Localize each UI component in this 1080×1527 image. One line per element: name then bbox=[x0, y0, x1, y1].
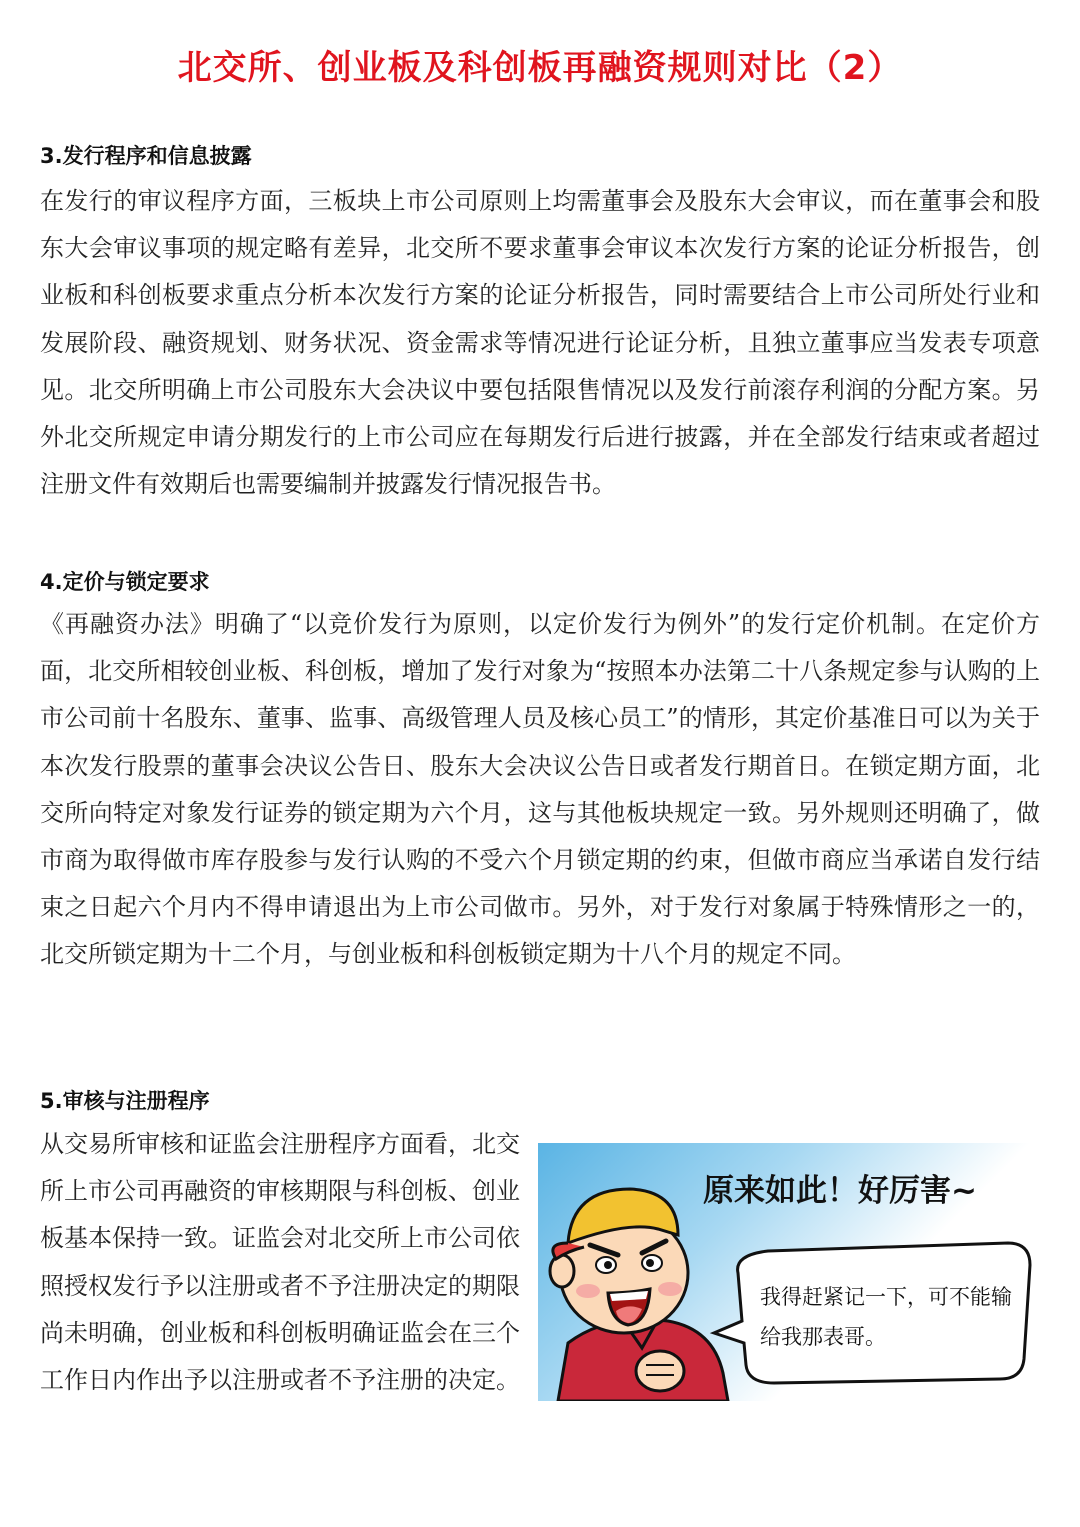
section-5-heading: 5.审核与注册程序 bbox=[40, 1089, 210, 1113]
section-4-text: 《再融资办法》明确了“以竞价发行为原则，以定价发行为例外”的发行定价机制。在定价方面，北交所相较创业板、科创板，增加了发行对象为“按照本办法第二十八条规定参与认购的上市公司前十名股东、董事、监事、高级管理人员及核心员工”的情形，其定价基准日可以为关于本次发行股票的董事会决议公告日、股东大会决议公告日或者发行期首日。在锁定期方面，北交所向特定对象发行证券的锁定期为六个月，这与其他板块规定一致。另外规则还明确了，做市商为取得做市库存股参与发行认购的不受六个月锁定期的约束，但做市商应当承诺自发行结束之日起六个月内不得申请退出为上市公司做市。另外，对于发行对象属于特殊情形之一的，北交所锁定期为十二个月，与创业板和科创板锁定期为十八个月的规定不同。 bbox=[40, 610, 1040, 969]
section-3-text: 在发行的审议程序方面，三板块上市公司原则上均需董事会及股东大会审议，而在董事会和股东大会审议事项的规定略有差异，北交所不要求董事会审议本次发行方案的论证分析报告，创业板和科创板要求重点分析本次发行方案的论证分析报告，同时需要结合上市公司所处行业和发展阶段、融资规划、财务状况、资金需求等情况进行论证分析，且独立董事应当发表专项意见。北交所明确上市公司股东大会决议中要包括限售情况以及发行前滚存利润的分配方案。另外北交所规定申请分期发行的上市公司应在每期发行后进行披露，并在全部发行结束或者超过注册文件有效期后也需要编制并披露发行情况报告书。 bbox=[40, 187, 1040, 499]
section-5-text: 从交易所审核和证监会注册程序方面看，北交所上市公司再融资的审核期限与科创板、创业板基本保持一致。证监会对北交所上市公司依照授权发行予以注册或者不予注册决定的期限尚未明确，创业板和科创板明确证监会在三个工作日内作出予以注册或者不予注册的决定。 bbox=[40, 1130, 520, 1395]
section-3-heading: 3.发行程序和信息披露 bbox=[40, 144, 252, 168]
fist bbox=[636, 1351, 684, 1391]
speech-bubble-text: 我得赶紧记一下，可不能输给我那表哥。 bbox=[760, 1285, 1012, 1349]
cartoon-illustration bbox=[538, 1143, 1038, 1401]
section-4-heading: 4.定价与锁定要求 bbox=[40, 570, 210, 594]
page-title: 北交所、创业板及科创板再融资规则对比（2） bbox=[177, 48, 903, 88]
cartoon-exclamation: 原来如此！好厉害~ bbox=[703, 1173, 977, 1209]
